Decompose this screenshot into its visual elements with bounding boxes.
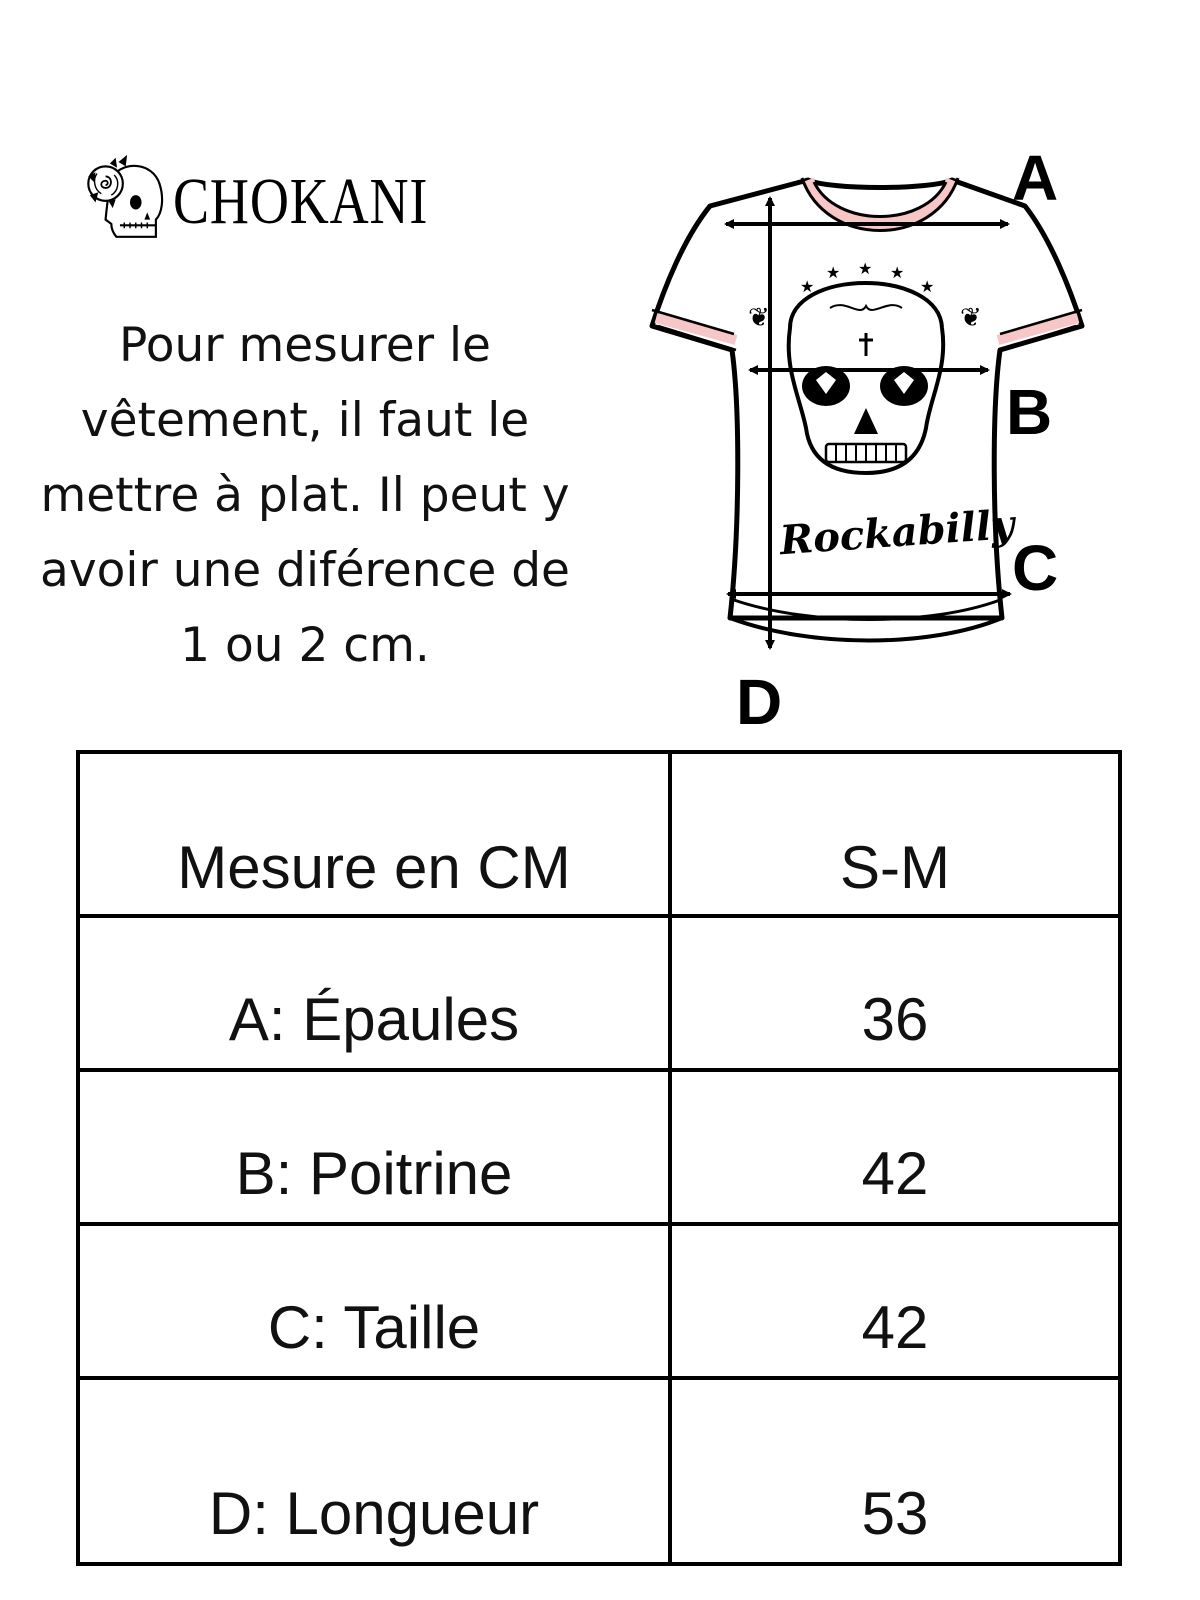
svg-text:★: ★ <box>826 265 841 282</box>
label-b: B <box>1006 376 1053 448</box>
print-text: Rockabilly <box>778 500 1016 565</box>
table-row <box>78 1070 1120 1224</box>
table-row <box>78 1378 1120 1564</box>
row-label: D: Longueur <box>78 1378 670 1564</box>
row-value: 36 <box>670 916 1120 1070</box>
header-size: S-M <box>670 752 1120 916</box>
table-header-row <box>78 752 1120 916</box>
label-c: C <box>1012 532 1059 604</box>
svg-text:❦: ❦ <box>748 302 770 332</box>
row-label: B: Poitrine <box>78 1070 670 1224</box>
svg-text:★: ★ <box>800 279 815 296</box>
svg-text:★: ★ <box>920 279 935 296</box>
row-value: 42 <box>670 1224 1120 1378</box>
skull-with-rose-icon <box>84 128 167 268</box>
svg-text:❦: ❦ <box>960 302 982 332</box>
header-measure: Mesure en CM <box>78 752 670 916</box>
svg-text:★: ★ <box>858 261 873 278</box>
svg-text:★: ★ <box>890 265 905 282</box>
label-d: D <box>736 666 783 738</box>
instruction-line: vêtement, il faut le <box>80 393 530 448</box>
brand-name: CHOKANI <box>172 165 428 238</box>
instruction-line: 1 ou 2 cm. <box>180 618 430 673</box>
measuring-instructions <box>10 308 600 683</box>
table-row <box>78 916 1120 1070</box>
instruction-line: mettre à plat. Il peut y <box>40 468 570 523</box>
tshirt-measurement-diagram <box>630 128 1110 740</box>
instruction-line: Pour mesurer le <box>119 318 491 373</box>
row-value: 42 <box>670 1070 1120 1224</box>
table-row <box>78 1224 1120 1378</box>
row-value: 53 <box>670 1378 1120 1564</box>
label-a: A <box>1012 142 1059 214</box>
brand-logo <box>84 128 484 268</box>
row-label: A: Épaules <box>78 916 670 1070</box>
instruction-line: avoir une diférence de <box>40 543 570 598</box>
row-label: C: Taille <box>78 1224 670 1378</box>
size-chart-table <box>76 750 1122 1566</box>
